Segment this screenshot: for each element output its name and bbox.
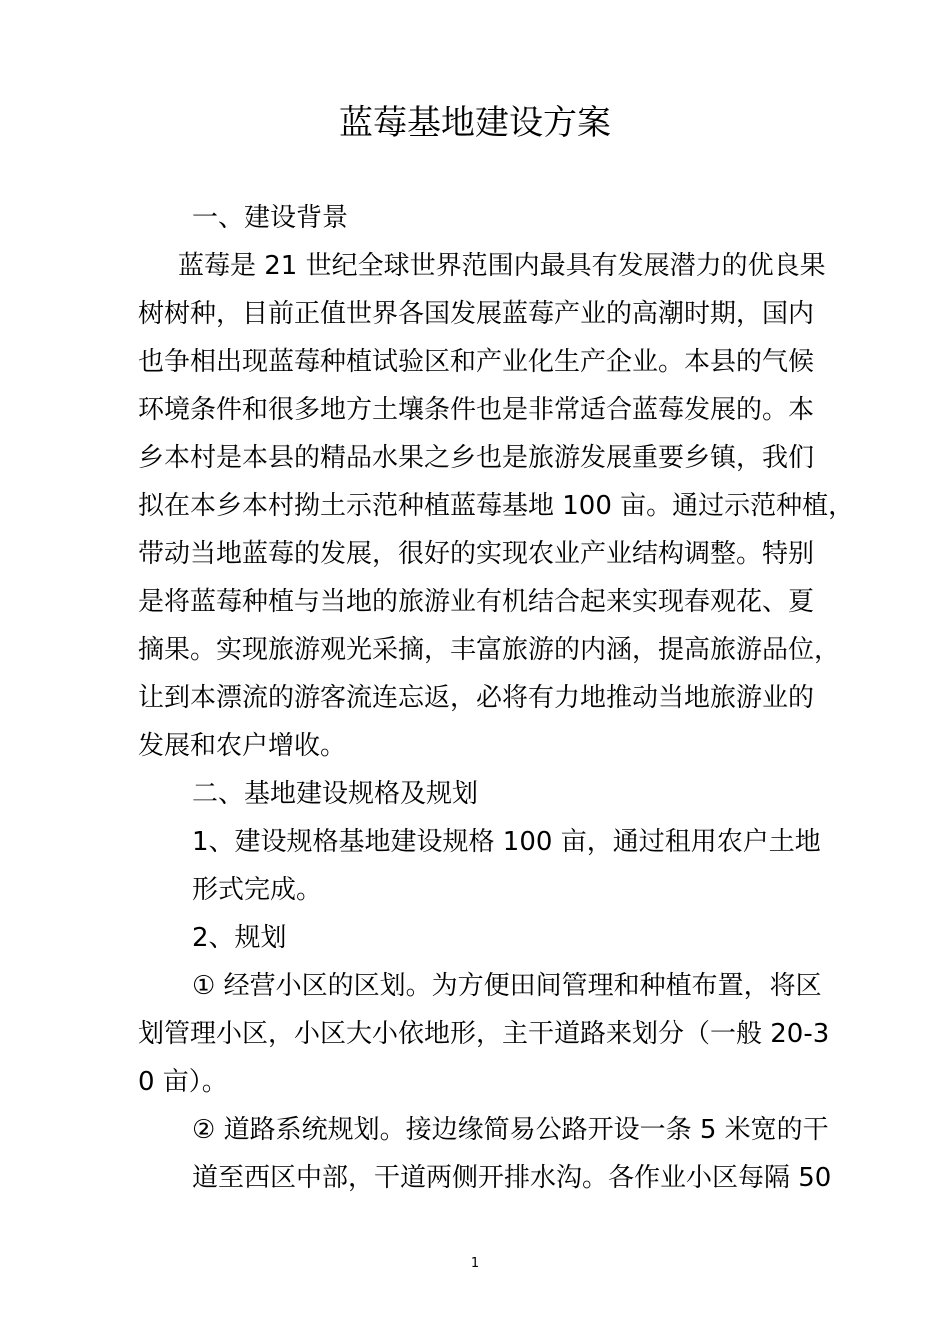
paragraph-line: 发展和农户增收。 [138, 731, 347, 761]
list-item-heading: 2、规划 [192, 923, 287, 953]
paragraph-line: 让到本漂流的游客流连忘返，必将有力地推动当地旅游业的 [138, 683, 815, 713]
sub-item-line: 道至西区中部，干道两侧开排水沟。各作业小区每隔 50 [192, 1163, 832, 1193]
paragraph-line: 也争相出现蓝莓种植试验区和产业化生产企业。本县的气候 [138, 347, 815, 377]
section-heading-planning: 二、基地建设规格及规划 [192, 779, 479, 809]
paragraph-line: 树树种，目前正值世界各国发展蓝莓产业的高潮时期，国内 [138, 299, 815, 329]
sub-item-line: 划管理小区，小区大小依地形，主干道路来划分（一般 20-3 [138, 1019, 830, 1049]
section-heading-background: 一、建设背景 [192, 203, 349, 233]
paragraph-line: 带动当地蓝莓的发展，很好的实现农业产业结构调整。特别 [138, 539, 815, 569]
paragraph-line: 乡本村是本县的精品水果之乡也是旅游发展重要乡镇，我们 [138, 443, 815, 473]
paragraph-line: 蓝莓是 21 世纪全球世界范围内最具有发展潜力的优良果 [178, 251, 826, 281]
page-number: 1 [470, 1256, 480, 1271]
list-item-line: 1、建设规格基地建设规格 100 亩，通过租用农户土地 [192, 827, 821, 857]
sub-item-line: ② 道路系统规划。接边缘简易公路开设一条 5 米宽的干 [192, 1115, 829, 1145]
list-item-line: 形式完成。 [192, 875, 323, 905]
paragraph-line: 是将蓝莓种植与当地的旅游业有机结合起来实现春观花、夏 [138, 587, 815, 617]
paragraph-line: 摘果。实现旅游观光采摘，丰富旅游的内涵，提高旅游品位， [138, 635, 841, 665]
paragraph-line: 拟在本乡本村拗土示范种植蓝莓基地 100 亩。通过示范种植， [138, 491, 855, 521]
sub-item-line: 0 亩）。 [138, 1067, 228, 1097]
sub-item-line: ① 经营小区的区划。为方便田间管理和种植布置，将区 [192, 971, 822, 1001]
paragraph-line: 环境条件和很多地方土壤条件也是非常适合蓝莓发展的。本 [138, 395, 815, 425]
document-title: 蓝莓基地建设方案 [339, 103, 611, 143]
